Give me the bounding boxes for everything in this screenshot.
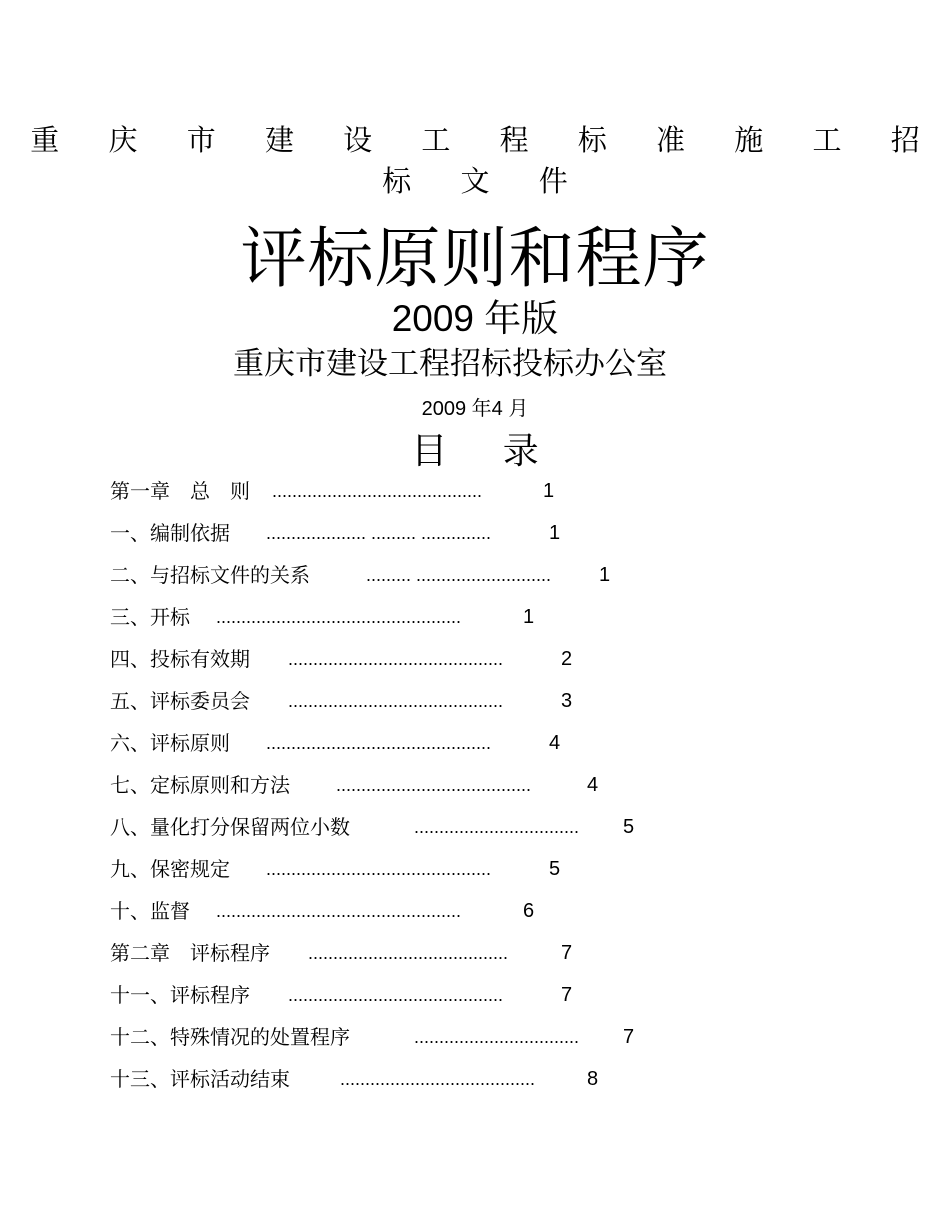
publish-date: 2009 年4 月 — [421, 398, 529, 420]
toc-entry-page: 4 — [587, 774, 599, 796]
toc-entry-leader: .................... ......... .............. — [266, 523, 492, 543]
toc-entry-page: 8 — [587, 1068, 599, 1090]
toc-entry-page: 6 — [523, 900, 535, 922]
toc-entry-label: 二、与招标文件的关系 — [110, 563, 310, 587]
toc-entry-leader: ....................................... — [336, 775, 532, 795]
toc-entry-label: 四、投标有效期 — [110, 647, 250, 671]
toc-entry[interactable] — [110, 768, 599, 802]
toc-entry-label: 八、量化打分保留两位小数 — [110, 815, 350, 839]
toc-entry-page: 1 — [543, 480, 555, 502]
toc-entry-label: 一、编制依据 — [110, 521, 230, 545]
toc-entry[interactable] — [110, 474, 555, 508]
toc-entry-leader: ....................................... — [340, 1069, 536, 1089]
toc-entry[interactable] — [110, 1020, 635, 1054]
toc-entry[interactable] — [110, 1062, 599, 1096]
toc-entry-label: 三、开标 — [110, 605, 190, 629]
toc-entry-leader: ................................................. — [216, 607, 462, 627]
toc-entry-page: 4 — [549, 732, 561, 754]
toc-entry-leader: ............................................. — [266, 733, 492, 753]
series-title: 重 庆 市 建 设 工 程 标 准 施 工 招 标 文 件 — [30, 123, 940, 198]
toc-entry-label: 第一章 总 则 — [110, 479, 250, 503]
edition-line — [0, 288, 950, 342]
toc-entry[interactable] — [110, 516, 561, 550]
main-title: 评标原则和程序 — [240, 220, 710, 297]
edition-suffix: 年版 — [484, 297, 559, 340]
toc-entry-leader: ........................................ — [308, 943, 509, 963]
toc-entry-leader: ................................. — [414, 817, 580, 837]
toc-entry[interactable] — [110, 642, 573, 676]
toc-heading: 目 录 — [411, 431, 561, 472]
toc-entry-page: 7 — [561, 942, 573, 964]
toc-entry-leader: ......... ........................... — [366, 565, 552, 585]
toc-entry-page: 2 — [561, 648, 573, 670]
toc-entry[interactable] — [110, 852, 561, 886]
toc-entry-leader: ........................................... — [288, 649, 504, 669]
toc-entry-leader: .......................................... — [272, 481, 483, 501]
toc-entry-label: 六、评标原则 — [110, 731, 230, 755]
toc-entry-page: 3 — [561, 690, 573, 712]
toc-entry-label: 十一、评标程序 — [110, 983, 250, 1007]
toc-entry-label: 七、定标原则和方法 — [110, 773, 290, 797]
toc-entry[interactable] — [110, 684, 573, 718]
toc-entry-page: 1 — [599, 564, 611, 586]
edition-year: 2009 — [391, 298, 475, 339]
toc-entry[interactable] — [110, 600, 535, 634]
toc-entry-label: 第二章 评标程序 — [110, 941, 270, 965]
toc-entry-page: 1 — [523, 606, 535, 628]
toc-entry[interactable] — [110, 978, 573, 1012]
toc-entry-label: 十三、评标活动结束 — [110, 1067, 290, 1091]
toc-entry-leader: ........................................... — [288, 691, 504, 711]
toc-entry-page: 1 — [549, 522, 561, 544]
toc-entry-label: 五、评标委员会 — [110, 689, 250, 713]
toc-entry[interactable] — [110, 894, 535, 928]
toc-entry[interactable] — [110, 810, 635, 844]
toc-entry[interactable] — [110, 726, 561, 760]
toc-entry-page: 7 — [561, 984, 573, 1006]
toc-entry-leader: ............................................. — [266, 859, 492, 879]
publisher: 重庆市建设工程招标投标办公室 — [233, 346, 667, 382]
toc-entry-label: 十二、特殊情况的处置程序 — [110, 1025, 350, 1049]
toc-entry[interactable] — [110, 558, 611, 592]
toc-entry-label: 十、监督 — [110, 899, 190, 923]
toc-entry[interactable] — [110, 936, 573, 970]
toc-entry-leader: ................................. — [414, 1027, 580, 1047]
toc-entry-leader: ................................................. — [216, 901, 462, 921]
toc-entry-page: 5 — [623, 816, 635, 838]
toc-entry-label: 九、保密规定 — [110, 857, 230, 881]
toc-entry-leader: ........................................... — [288, 985, 504, 1005]
toc-entry-page: 5 — [549, 858, 561, 880]
toc-entry-page: 7 — [623, 1026, 635, 1048]
